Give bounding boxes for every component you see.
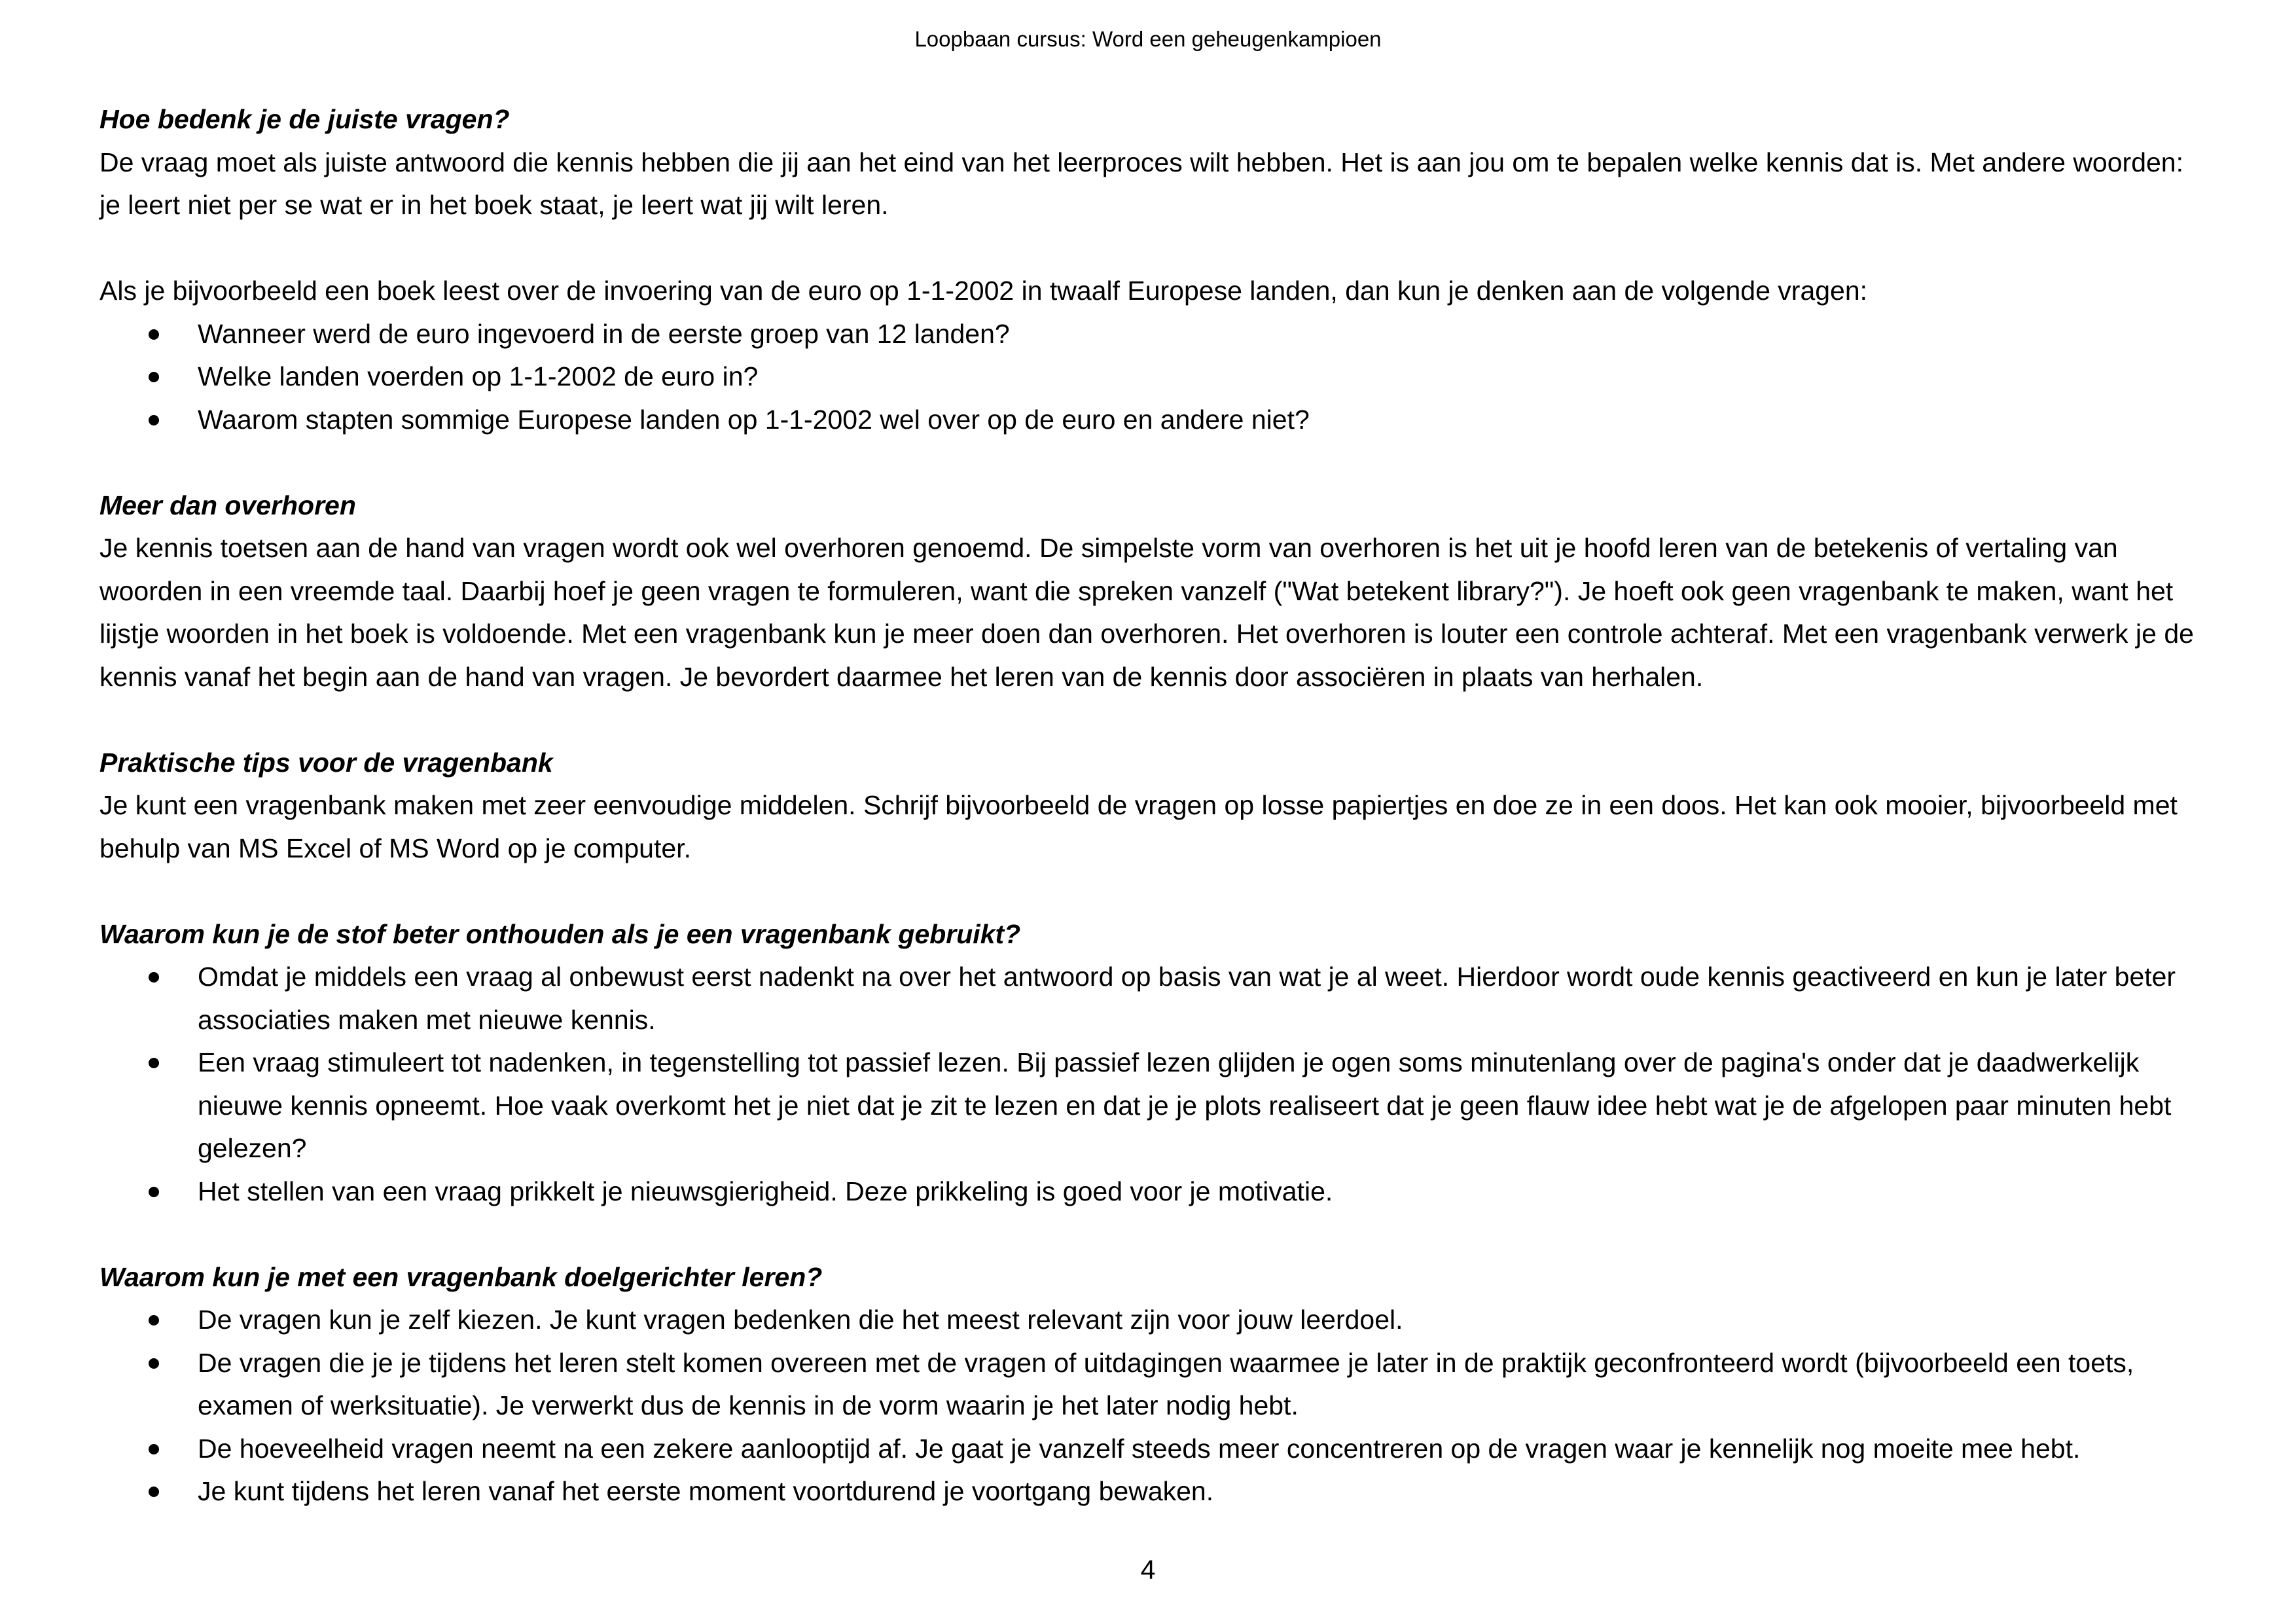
paragraph: Je kennis toetsen aan de hand van vragen wordt ook wel overhoren genoemd. De simpelste vorm van overhoren is het uit je hoofd leren van de betekenis of vertaling van woorden in een vreemde taal. Daarbij hoef je geen vragen te formuleren, want die spreken vanzelf ("Wat betekent library?"). Je hoeft ook geen vragenbank te maken, want het lijstje woorden in het boek is voldoende. Met een vragenbank kun je meer doen dan overhoren. Het overhoren is louter een controle achteraf. Met een vragenbank verwerk je de kennis vanaf het begin aan de hand van vragen. Je bevordert daarmee het leren van de kennis door associëren in plaats van herhalen. <box>99 533 2194 692</box>
page-number: 4 <box>1140 1555 1156 1585</box>
list-item-text: Wanneer werd de euro ingevoerd in de eerste groep van 12 landen? <box>198 318 1010 349</box>
list-item-text: Welke landen voerden op 1-1-2002 de euro in? <box>198 361 759 391</box>
list-item-text: De hoeveelheid vragen neemt na een zekere aanlooptijd af. Je gaat je vanzelf steeds meer concentreren op de vragen waar je kennelijk nog moeite mee hebt. <box>198 1433 2081 1464</box>
section <box>99 98 2200 227</box>
list-item <box>99 1170 2200 1214</box>
section-heading: Praktische tips voor de vragenbank <box>99 747 553 778</box>
list-item-text: Je kunt tijdens het leren vanaf het eerste moment voortdurend je voortgang bewaken. <box>198 1476 1214 1506</box>
list-item-text: Waarom stapten sommige Europese landen op 1-1-2002 wel over op de euro en andere niet? <box>198 404 1310 435</box>
list-item-text: Een vraag stimuleert tot nadenken, in tegenstelling tot passief lezen. Bij passief lezen glijden je ogen soms minutenlang over de pagina's onder dat je daadwerkelijk nieuwe kennis opneemt. Hoe vaak overkomt het je niet dat je zit te lezen en dat je je plots realiseert dat je geen flauw idee hebt wat je de afgelopen paar minuten hebt gelezen? <box>198 1047 2172 1163</box>
list-item-text: De vragen die je je tijdens het leren stelt komen overeen met de vragen of uitdagingen waarmee je later in de praktijk geconfronteerd wordt (bijvoorbeeld een toets, examen of werksituatie). Je verwerkt dus de kennis in de vorm waarin je het later nodig hebt. <box>198 1347 2134 1420</box>
section <box>99 484 2200 699</box>
list-item <box>99 1342 2200 1428</box>
list-item <box>99 399 2200 442</box>
bullet-icon <box>149 1444 159 1454</box>
section-heading: Waarom kun je de stof beter onthouden als je een vragenbank gebruikt? <box>99 918 1021 949</box>
bullet-list <box>99 956 2200 1213</box>
section <box>99 742 2200 871</box>
list-item <box>99 313 2200 356</box>
list-item-text: Omdat je middels een vraag al onbewust eerst nadenkt na over het antwoord op basis van wat je al weet. Hierdoor wordt oude kennis geactiveerd en kun je later beter associaties maken met nieuwe kennis. <box>198 962 2176 1035</box>
bullet-icon <box>149 1058 159 1068</box>
section-heading: Waarom kun je met een vragenbank doelgerichter leren? <box>99 1261 823 1292</box>
list-item <box>99 1428 2200 1471</box>
bullet-icon <box>149 372 159 382</box>
bullet-icon <box>149 972 159 983</box>
page-header: Loopbaan cursus: Word een geheugenkampioen <box>914 27 1382 51</box>
section-heading: Meer dan overhoren <box>99 490 356 520</box>
bullet-icon <box>149 1487 159 1497</box>
section <box>99 913 2200 1214</box>
bullet-list <box>99 313 2200 442</box>
bullet-icon <box>149 1358 159 1369</box>
section <box>99 270 2200 441</box>
bullet-icon <box>149 329 159 340</box>
bullet-icon <box>149 1315 159 1326</box>
list-item <box>99 1041 2200 1170</box>
paragraph: Je kunt een vragenbank maken met zeer eenvoudige middelen. Schrijf bijvoorbeeld de vragen op losse papiertjes en doe ze in een doos. Het kan ook mooier, bijvoorbeeld met behulp van MS Excel of MS Word op je computer. <box>99 790 2178 863</box>
section <box>99 1256 2200 1513</box>
list-item <box>99 956 2200 1041</box>
document-body <box>99 98 2200 1513</box>
bullet-icon <box>149 1187 159 1197</box>
bullet-list <box>99 1299 2200 1513</box>
section-heading: Hoe bedenk je de juiste vragen? <box>99 104 510 134</box>
list-item <box>99 1299 2200 1342</box>
list-item-text: De vragen kun je zelf kiezen. Je kunt vragen bedenken die het meest relevant zijn voor jouw leerdoel. <box>198 1305 1403 1335</box>
list-item <box>99 355 2200 399</box>
list-item <box>99 1470 2200 1513</box>
paragraph: Als je bijvoorbeeld een boek leest over de invoering van de euro op 1-1-2002 in twaalf Europese landen, dan kun je denken aan de volgende vragen: <box>99 276 1868 306</box>
bullet-icon <box>149 415 159 425</box>
paragraph: De vraag moet als juiste antwoord die kennis hebben die jij aan het eind van het leerproces wilt hebben. Het is aan jou om te bepalen welke kennis dat is. Met andere woorden: je leert niet per se wat er in het boek staat, je leert wat jij wilt leren. <box>99 147 2183 220</box>
list-item-text: Het stellen van een vraag prikkelt je nieuwsgierigheid. Deze prikkeling is goed voor je motivatie. <box>198 1176 1333 1206</box>
